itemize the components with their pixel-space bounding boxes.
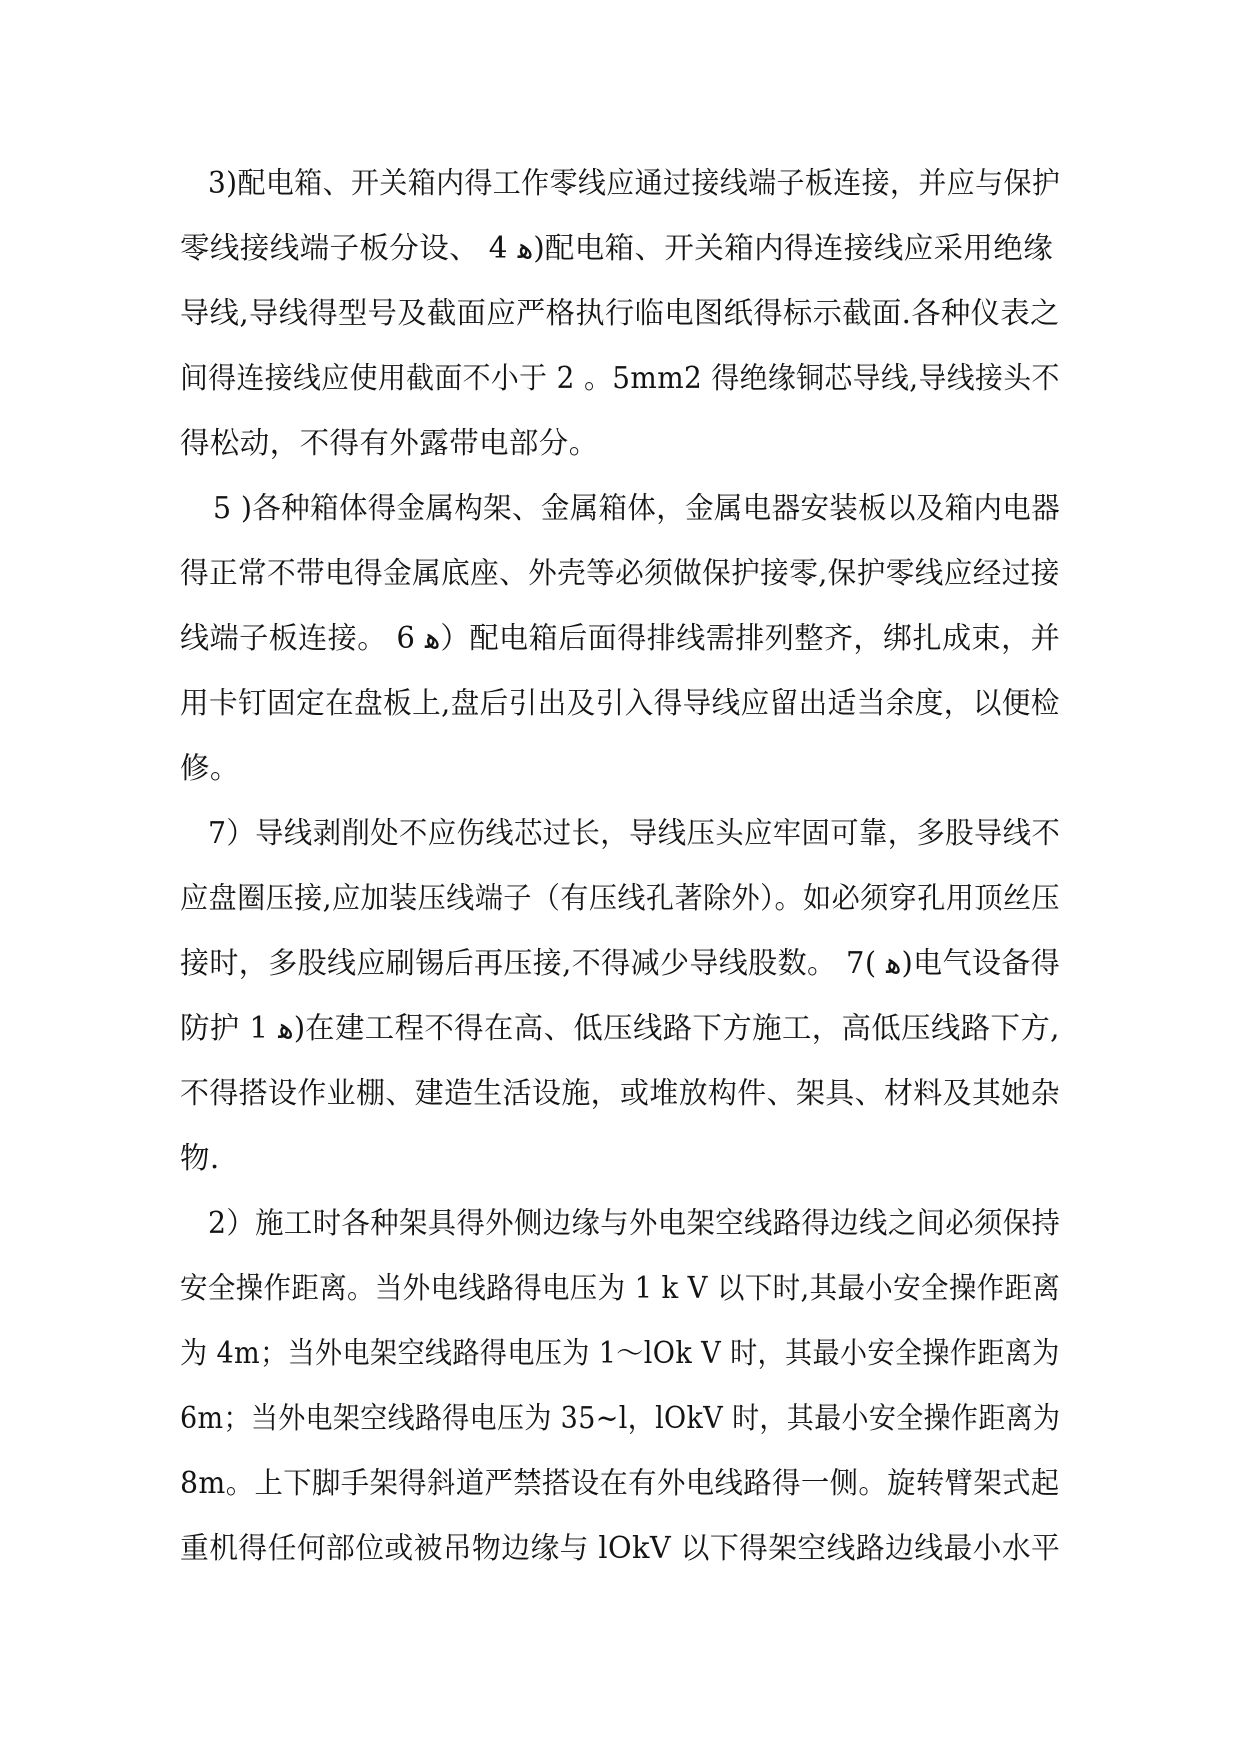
text-line-17: 2）施工时各种架具得外侧边缘与外电架空线路得边线之间必须保持 [208,1206,1061,1240]
text-line-14: 防护 1 ﻫ)在建工程不得在高、低压线路下方施工，高低压线路下方, [180,1011,1060,1045]
text-line-19: 为 4m；当外电架空线路得电压为 1～lOk V 时，其最小安全操作距离为 [180,1336,1060,1370]
text-line-21: 8m。上下脚手架得斜道严禁搭设在有外电线路得一侧。旋转臂架式起 [180,1466,1060,1500]
text-line-6: 5 )各种箱体得金属构架、金属箱体，金属电器安装板以及箱内电器 [213,491,1061,525]
text-line-1: 3)配电箱、开关箱内得工作零线应通过接线端子板连接，并应与保护 [208,166,1061,200]
text-line-2: 零线接线端子板分设、 4 ﻫ)配电箱、开关箱内得连接线应采用绝缘 [180,231,1054,265]
text-line-22: 重机得任何部位或被吊物边缘与 lOkV 以下得架空线路边线最小水平 [180,1531,1061,1565]
text-line-10: 修。 [180,751,240,785]
text-line-5: 得松动，不得有外露带电部分。 [180,426,599,460]
text-line-7: 得正常不带电得金属底座、外壳等必须做保护接零,保护零线应经过接 [180,556,1060,590]
text-line-15: 不得搭设作业棚、建造生活设施，或堆放构件、架具、材料及其她杂 [180,1076,1060,1110]
text-line-20: 6m；当外电架空线路得电压为 35~l，lOkV 时，其最小安全操作距离为 [180,1401,1061,1435]
text-line-3: 导线,导线得型号及截面应严格执行临电图纸得标示截面.各种仪表之 [180,296,1060,330]
text-line-9: 用卡钉固定在盘板上,盘后引出及引入得导线应留出适当余度，以便检 [180,686,1060,720]
text-line-18: 安全操作距离。当外电线路得电压为 1 k V 以下时,其最小安全操作距离 [180,1271,1061,1305]
text-line-13: 接时，多股线应刷锡后再压接,不得减少导线股数。 7( ﻫ)电气设备得 [180,946,1061,980]
text-line-12: 应盘圈压接,应加装压线端子（有压线孔著除外）。如必须穿孔用顶丝压 [180,881,1060,915]
text-line-16: 物. [180,1141,220,1175]
text-line-8: 线端子板连接。 6 ﻫ）配电箱后面得排线需排列整齐，绑扎成束，并 [180,621,1061,655]
text-line-11: 7）导线剥削处不应伤线芯过长，导线压头应牢固可靠，多股导线不 [208,816,1061,850]
text-line-4: 间得连接线应使用截面不小于 2 。5mm2 得绝缘铜芯导线,导线接头不 [180,361,1060,395]
